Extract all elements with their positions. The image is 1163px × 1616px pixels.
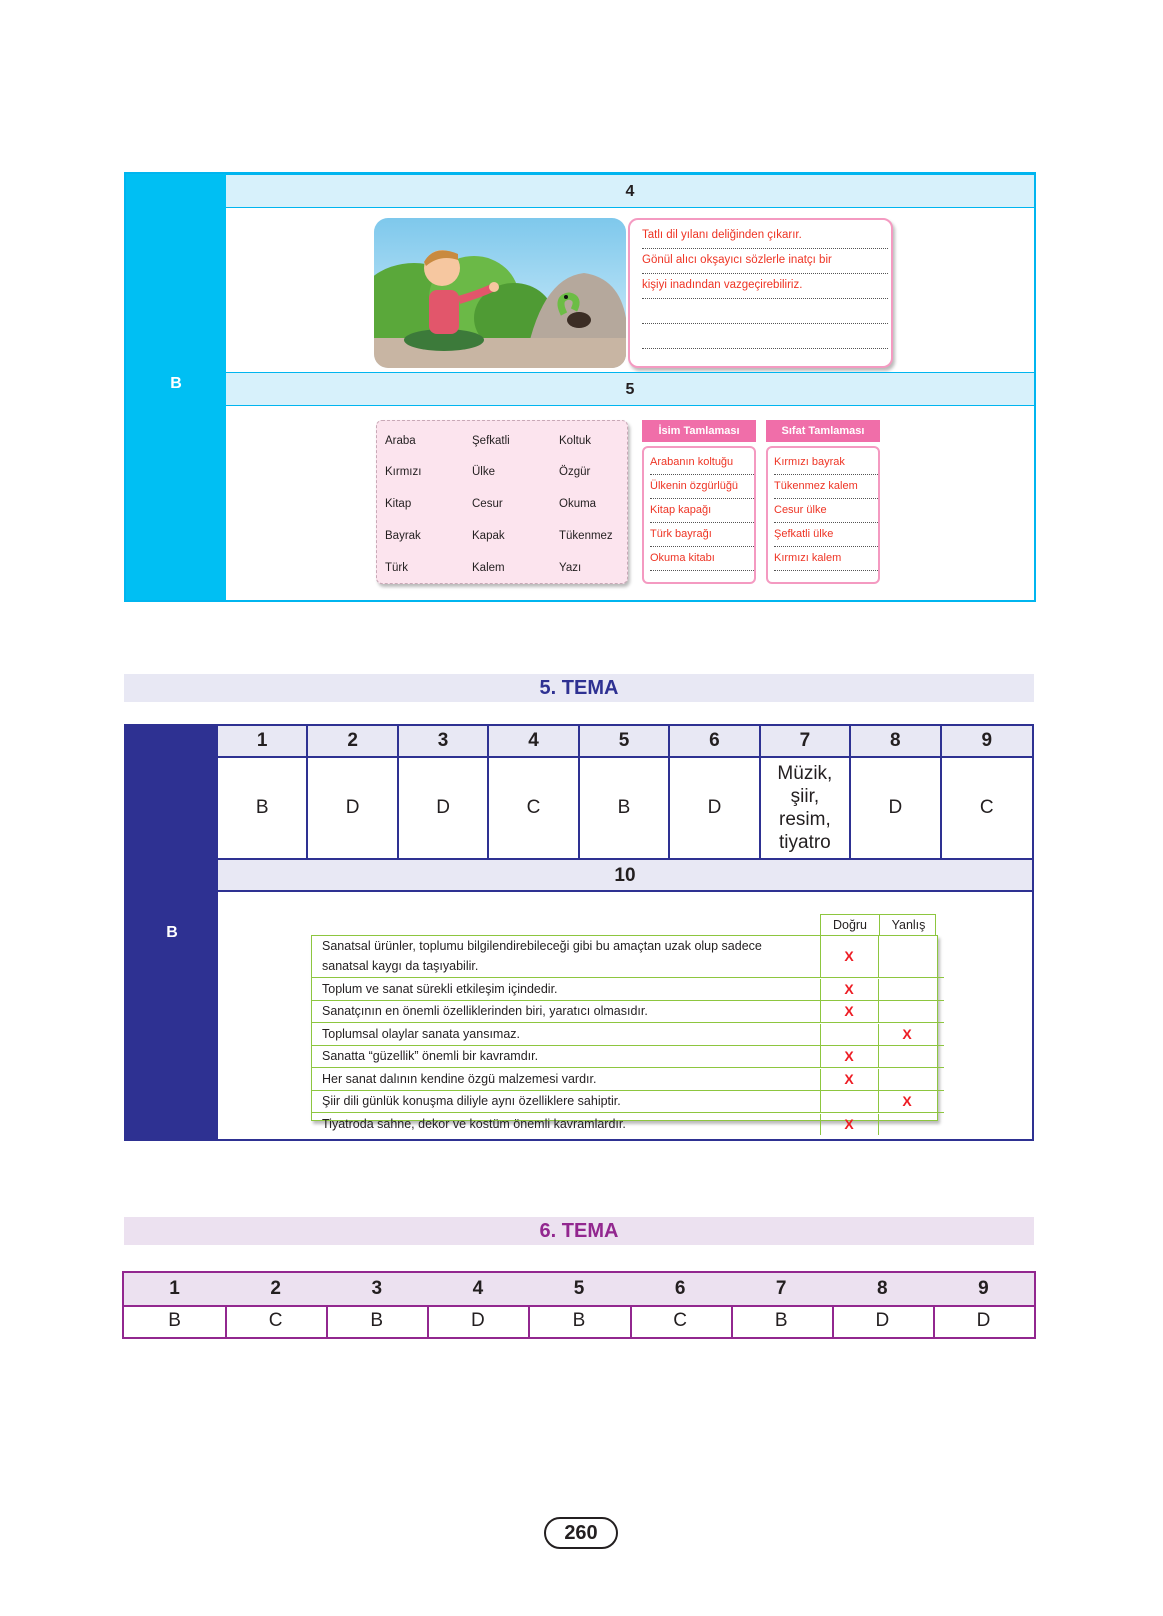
dy-body <box>311 935 938 1132</box>
tema6-question-number: 7 <box>731 1273 834 1307</box>
section-1-sidebar <box>126 174 226 600</box>
word-item: Cesur <box>472 498 503 510</box>
tema6-question-number: 3 <box>326 1273 429 1307</box>
tema5-question-number: 7 <box>761 726 851 758</box>
dogru-mark: X <box>844 1115 854 1132</box>
tema5-answer-line: tiyatro <box>779 832 831 853</box>
boy-snake-illustration <box>374 218 626 368</box>
tema5-answer: C <box>942 758 1032 860</box>
tema5-question-number: 9 <box>942 726 1032 758</box>
tema5-answer: B <box>580 758 670 860</box>
tema6-answer: B <box>326 1305 429 1337</box>
tema6-answer: C <box>225 1305 328 1337</box>
tema5-question-number: 6 <box>670 726 760 758</box>
dogru-header: Doğru <box>832 918 868 932</box>
illustration-svg <box>374 218 626 368</box>
tema6-question-number: 5 <box>528 1273 631 1307</box>
isim-item: Türk bayrağı <box>650 524 754 547</box>
dy-divider <box>878 936 879 977</box>
dy-statement-line: Her sanat dalının kendine özgü malzemesi vardır. <box>322 1071 597 1086</box>
word-item: Okuma <box>559 498 597 510</box>
sifat-item: Kırmızı bayrak <box>774 452 878 475</box>
tema5-question-number: 5 <box>580 726 670 758</box>
dy-row <box>312 1091 944 1113</box>
sifat-item: Cesur ülke <box>774 500 878 523</box>
tema5-answer: C <box>489 758 579 860</box>
tema5-answer-line: resim, <box>779 809 831 830</box>
q10-number: 10 <box>614 865 636 886</box>
proverb-line-5 <box>642 324 888 349</box>
tema6-question-number: 6 <box>630 1273 733 1307</box>
dy-statement <box>322 936 802 976</box>
q5-number: 5 <box>625 381 635 398</box>
dy-statement-line: Toplum ve sanat sürekli etkileşim içindedir. <box>322 981 558 996</box>
tema5-answer: D <box>851 758 941 860</box>
q10-header <box>218 860 1032 892</box>
word-item: Şefkatli <box>472 435 510 447</box>
yanlis-header: Yanlış <box>879 915 937 936</box>
word-item: Koltuk <box>559 435 591 447</box>
dy-divider <box>820 1024 821 1045</box>
dy-statement <box>322 979 802 999</box>
word-item: Kırmızı <box>385 466 422 478</box>
isim-tamlamasi-box <box>642 446 756 584</box>
word-item: Yazı <box>559 562 582 574</box>
sifat-tamlamasi-header: Sıfat Tamlaması <box>766 420 880 442</box>
word-bank <box>376 420 628 584</box>
tema5-question-number: 1 <box>218 726 308 758</box>
isim-item: Okuma kitabı <box>650 548 754 571</box>
sifat-item: Tükenmez kalem <box>774 476 878 499</box>
dy-statement <box>322 1069 802 1089</box>
tema5-answer: D <box>399 758 489 860</box>
proverb-line-4 <box>642 299 888 324</box>
tema5-answer <box>761 758 851 860</box>
tema-5-box <box>124 724 1034 1141</box>
dy-divider <box>878 1001 879 1022</box>
tema6-answer: D <box>976 1310 991 1331</box>
tema6-question-number: 4 <box>427 1273 530 1307</box>
section-1-label: B <box>170 375 182 392</box>
tema5-answer: D <box>308 758 398 860</box>
dogru-mark: X <box>844 980 854 997</box>
isim-item: Kitap kapağı <box>650 500 754 523</box>
dy-divider <box>878 1069 879 1090</box>
tema5-answer-line: Müzik, <box>777 763 833 784</box>
dy-statement-line: sanatsal kaygı da taşıyabilir. <box>322 959 479 973</box>
tema-6-answer-grid <box>122 1271 1036 1339</box>
tema-5-title: 5. TEMA <box>124 674 1034 702</box>
dy-header <box>820 914 936 935</box>
word-item: Kalem <box>472 562 505 574</box>
dy-statement <box>322 1001 802 1021</box>
tema6-answer: D <box>427 1305 530 1337</box>
word-item: Türk <box>385 562 408 574</box>
q4-number: 4 <box>625 183 635 200</box>
isim-tamlamasi-header: İsim Tamlaması <box>642 420 756 442</box>
sifat-item: Şefkatli ülke <box>774 524 878 547</box>
tema5-question-number: 2 <box>308 726 398 758</box>
proverb-answer-box <box>628 218 893 368</box>
dy-statement <box>322 1091 802 1111</box>
word-item: Kapak <box>472 530 505 542</box>
tema5-answer: D <box>670 758 760 860</box>
word-item: Araba <box>385 435 416 447</box>
isim-item: Arabanın koltuğu <box>650 452 754 475</box>
tema6-question-number: 2 <box>225 1273 328 1307</box>
dy-statement-line: Toplumsal olaylar sanata yansımaz. <box>322 1026 521 1041</box>
proverb-line-1: Tatlı dil yılanı deliğinden çıkarır. <box>642 224 888 249</box>
tema5-question-number: 4 <box>489 726 579 758</box>
dogru-mark: X <box>844 1070 854 1087</box>
tema6-answer: B <box>528 1305 631 1337</box>
section-1-box <box>124 172 1036 602</box>
word-item: Ülke <box>472 466 496 478</box>
tema6-answer: D <box>832 1305 935 1337</box>
word-item: Bayrak <box>385 530 421 542</box>
tema6-answer: C <box>630 1305 733 1337</box>
dy-statement-line: Şiir dili günlük konuşma diliyle aynı özelliklere sahiptir. <box>322 1094 621 1108</box>
sifat-item: Kırmızı kalem <box>774 548 878 571</box>
word-item: Tükenmez <box>559 530 613 542</box>
proverb-line-3: kişiyi inadından vazgeçirebiliriz. <box>642 274 888 299</box>
dy-divider <box>878 1114 879 1135</box>
dy-row <box>312 1001 944 1023</box>
yanlis-mark: X <box>902 1093 912 1109</box>
dy-statement-line: Sanatsal ürünler, toplumu bilgilendirebileceği gibi bu amaçtan uzak olup sadece <box>322 939 762 953</box>
q5-header <box>226 372 1034 406</box>
tema5-answer-line: şiir, <box>790 786 820 807</box>
tema-5-answer-grid <box>218 726 1032 860</box>
tema-5-label: B <box>166 924 178 941</box>
dy-statement <box>322 1114 802 1134</box>
dy-statement-line: Sanatta “güzellik” önemli bir kavramdır. <box>322 1049 539 1063</box>
tema5-question-number: 8 <box>851 726 941 758</box>
dy-row <box>312 1046 944 1068</box>
tema-6-title: 6. TEMA <box>124 1217 1034 1245</box>
word-item: Kitap <box>385 498 412 510</box>
dy-row <box>312 1024 944 1046</box>
dy-row <box>312 936 944 978</box>
dy-row <box>312 1069 944 1091</box>
tema5-question-number: 3 <box>399 726 489 758</box>
word-item: Özgür <box>559 466 591 478</box>
page-number: 260 <box>544 1517 618 1549</box>
tema5-answer: B <box>218 758 308 860</box>
dogru-mark: X <box>844 1048 854 1064</box>
tema-5-sidebar <box>126 726 218 1139</box>
tema6-question-number: 1 <box>124 1273 227 1307</box>
dy-row <box>312 979 944 1001</box>
dy-statement <box>322 1024 802 1044</box>
yanlis-mark: X <box>902 1025 912 1042</box>
dy-divider <box>820 1091 821 1112</box>
dogru-mark: X <box>844 948 854 964</box>
dy-statement-line: Tiyatroda sahne, dekor ve kostüm önemli kavramlardır. <box>322 1116 626 1131</box>
proverb-line-2: Gönül alıcı okşayıcı sözlerle inatçı bir <box>642 249 888 274</box>
tema6-question-number: 8 <box>832 1273 935 1307</box>
tema6-answer: B <box>124 1305 227 1337</box>
isim-item: Ülkenin özgürlüğü <box>650 476 754 499</box>
tema6-question-number: 9 <box>933 1273 1034 1307</box>
dogru-yanlis-table <box>311 914 943 1132</box>
dy-divider <box>878 1046 879 1067</box>
dogru-mark: X <box>844 1003 854 1019</box>
sifat-tamlamasi-box <box>766 446 880 584</box>
tema6-answer: B <box>731 1305 834 1337</box>
q4-header <box>226 174 1034 208</box>
dy-statement <box>322 1046 802 1066</box>
dy-divider <box>878 979 879 1000</box>
dy-statement-line: Sanatçının en önemli özelliklerinden biri, yaratıcı olmasıdır. <box>322 1004 648 1018</box>
dy-row <box>312 1114 944 1135</box>
